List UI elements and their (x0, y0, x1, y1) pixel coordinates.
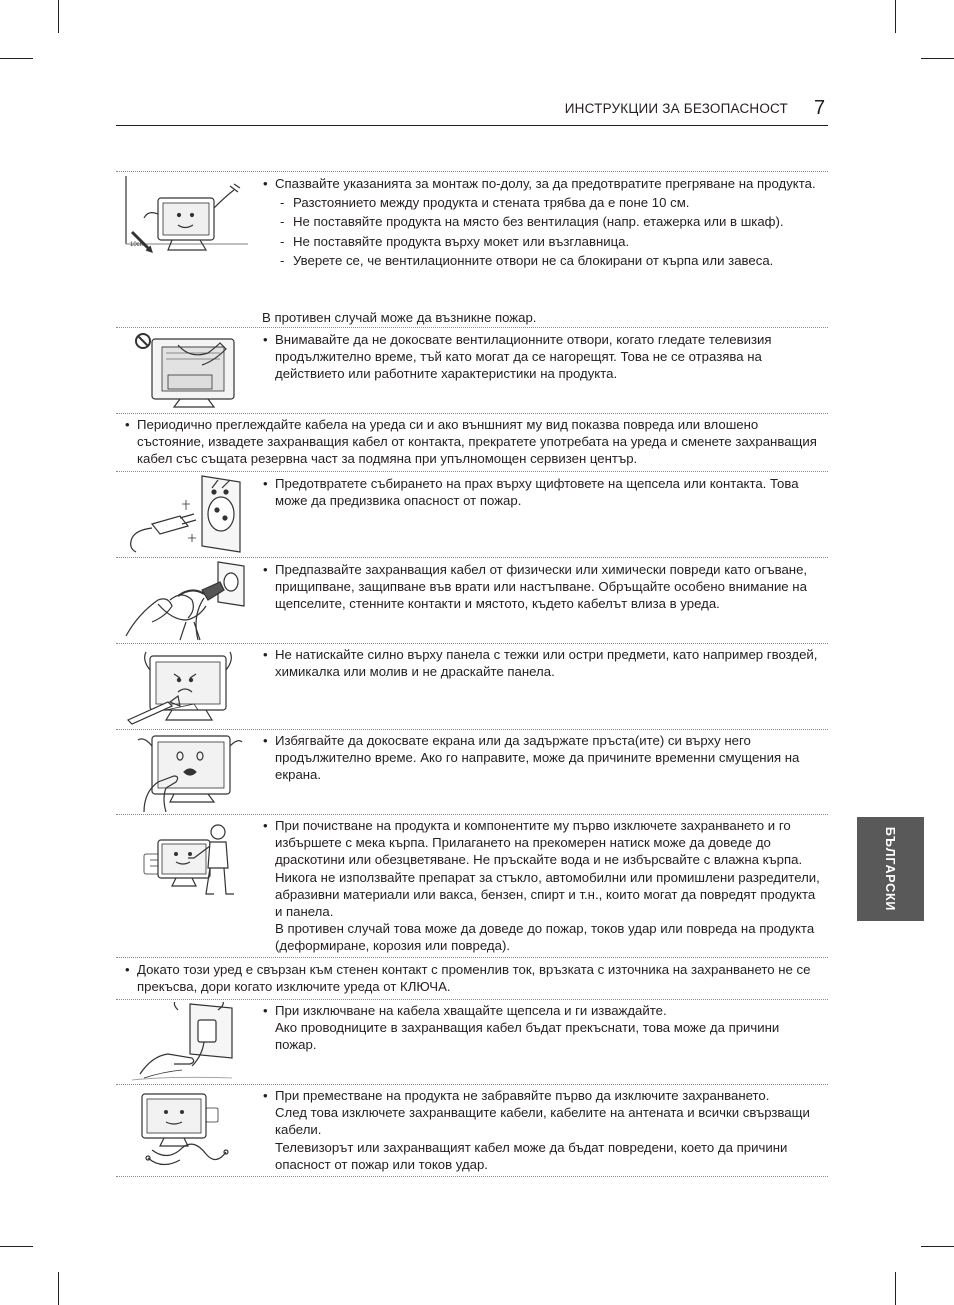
section-divider (116, 999, 828, 1000)
bullet-item: • При почистване на продукта и компонентите му първо изключете захранването и го избършете с мека кърпа. Прилагането на прекомерен натиск може да доведе до драскотини или обезцветяване. Не пръскайте вода и не избърсвайте с влажна кърпа. Никога не използвайте препарат за стъкло, автомобилни или промишлени разредители, абразивни материали или вакса, бензен, спирт и т.н., които могат да повредят продукта и панела. (262, 817, 822, 920)
bullet-item: • Не натискайте силно върху панела с тежки или остри предмети, като например гвоздей, химикалка или молив и не драскайте панела. (262, 646, 822, 680)
plug-dust-illustration (122, 474, 252, 554)
section-panel-pressure (262, 646, 822, 680)
bullet-item: • Периодично преглеждайте кабела на уреда си и ако външният му вид показва повреда или влошено състояние, извадете захранващия кабел от контакта, прекратете употребата на уреда и сменете захранващия кабел със същата резервна част за подмяна при упълномощен сервизен център. (124, 416, 824, 468)
crop-mark (0, 1246, 33, 1247)
bullet-item: • При изключване на кабела хващайте щепсела и ги изваждайте. (262, 1002, 822, 1019)
cable-damage-illustration (122, 560, 252, 642)
crop-mark (58, 0, 59, 33)
screen-touch-illustration (122, 732, 252, 814)
section-ac-connection (124, 961, 824, 995)
bullet-item: • При преместване на продукта не забравяйте първо да изключите захранването. (262, 1087, 822, 1104)
crop-mark (921, 58, 954, 59)
language-tab-label: БЪЛГАРСКИ (883, 826, 898, 912)
continuation-text: След това изключете захранващите кабели, кабелите на антената и всички свързващи кабели. (275, 1105, 810, 1138)
bullet-item: • Внимавайте да не докосвате вентилационните отвори, когато гледате телевизия продължително време, тъй като могат да се нагорещят. Това не се отразява на действието или работните характеристики на продукта. (262, 331, 822, 383)
section-divider (116, 1176, 828, 1177)
continuation-text: Телевизорът или захранващият кабел може да бъдат повредени, което да причини опасност от пожар или токов удар. (275, 1139, 788, 1172)
bullet-item: • Предпазвайте захранващия кабел от физически или химически повреди като огъване, прищипване, защипване във врати или настъпване. Обръщайте особено внимание на щепселите, стенните контакти и мястото, където кабелът влиза в уреда. (262, 561, 822, 613)
dash-item: - Не поставяйте продукта върху мокет или възглавница. (262, 233, 822, 250)
panel-pressure-illustration (122, 646, 252, 726)
cleaning-illustration (122, 818, 252, 902)
note-text: В противен случай може да възникне пожар. (262, 310, 537, 325)
crop-mark (0, 58, 33, 59)
section-cable-protection (262, 561, 822, 613)
section-divider (116, 1084, 828, 1085)
fire-warning-note (262, 309, 822, 326)
crop-mark (921, 1246, 954, 1247)
section-plug-dust (262, 475, 822, 509)
section-cleaning (262, 817, 822, 955)
section-divider (116, 814, 828, 815)
section-divider (116, 171, 828, 172)
dash-item: - Разстоянието между продукта и стената трябва да е поне 10 см. (262, 194, 822, 211)
wall-gap-label: 10cm (130, 242, 145, 248)
section-moving (262, 1087, 822, 1173)
bullet-item: • Спазвайте указанията за монтаж по-долу, за да предотвратите прегряване на продукта. (262, 175, 822, 192)
bullet-item: • Докато този уред е свързан към стенен контакт с променлив ток, връзката с източника на захранването не се прекъсва, дори когато изключите уреда от КЛЮЧА. (124, 961, 824, 995)
bullet-item: • Избягвайте да докосвате екрана или да задържате пръста(ите) си върху него продължително време. Ако го направите, може да причините временни смущения на екрана. (262, 732, 822, 784)
tv-wall-distance-illustration (122, 174, 252, 260)
continuation-text: Ако проводниците в захранващия кабел бъдат прекъснати, това може да причини пожар. (275, 1020, 780, 1053)
header-rule (116, 125, 828, 126)
section-divider (116, 557, 828, 558)
section-hot-vents (262, 331, 822, 383)
section-divider (116, 471, 828, 472)
dash-item: - Уверете се, че вентилационните отвори не са блокирани от кърпа или завеса. (262, 252, 822, 269)
section-cable-inspection (124, 416, 824, 468)
section-ventilation-clearance (262, 175, 822, 269)
continuation-text: В противен случай това може да доведе до пожар, токов удар или повреда на продукта (деформиране, корозия или повреда). (275, 921, 815, 954)
section-divider (116, 957, 828, 958)
section-divider (116, 643, 828, 644)
section-divider (116, 327, 828, 328)
language-tab (857, 817, 924, 921)
dash-item: - Не поставяйте продукта на място без вентилация (напр. етажерка или в шкаф). (262, 213, 822, 230)
move-tv-illustration (122, 1088, 252, 1172)
section-divider (116, 413, 828, 414)
page-number: 7 (814, 97, 826, 119)
section-unplugging (262, 1002, 822, 1054)
page-header-title: ИНСТРУКЦИИ ЗА БЕЗОПАСНОСТ (564, 101, 788, 116)
section-screen-touch (262, 732, 822, 784)
unplug-illustration (122, 1002, 252, 1082)
vent-no-touch-illustration (122, 331, 252, 411)
crop-mark (58, 1272, 59, 1305)
section-divider (116, 729, 828, 730)
crop-mark (895, 0, 896, 33)
crop-mark (895, 1272, 896, 1305)
bullet-item: • Предотвратете събирането на прах върху щифтовете на щепсела или контакта. Това може да предизвика опасност от пожар. (262, 475, 822, 509)
